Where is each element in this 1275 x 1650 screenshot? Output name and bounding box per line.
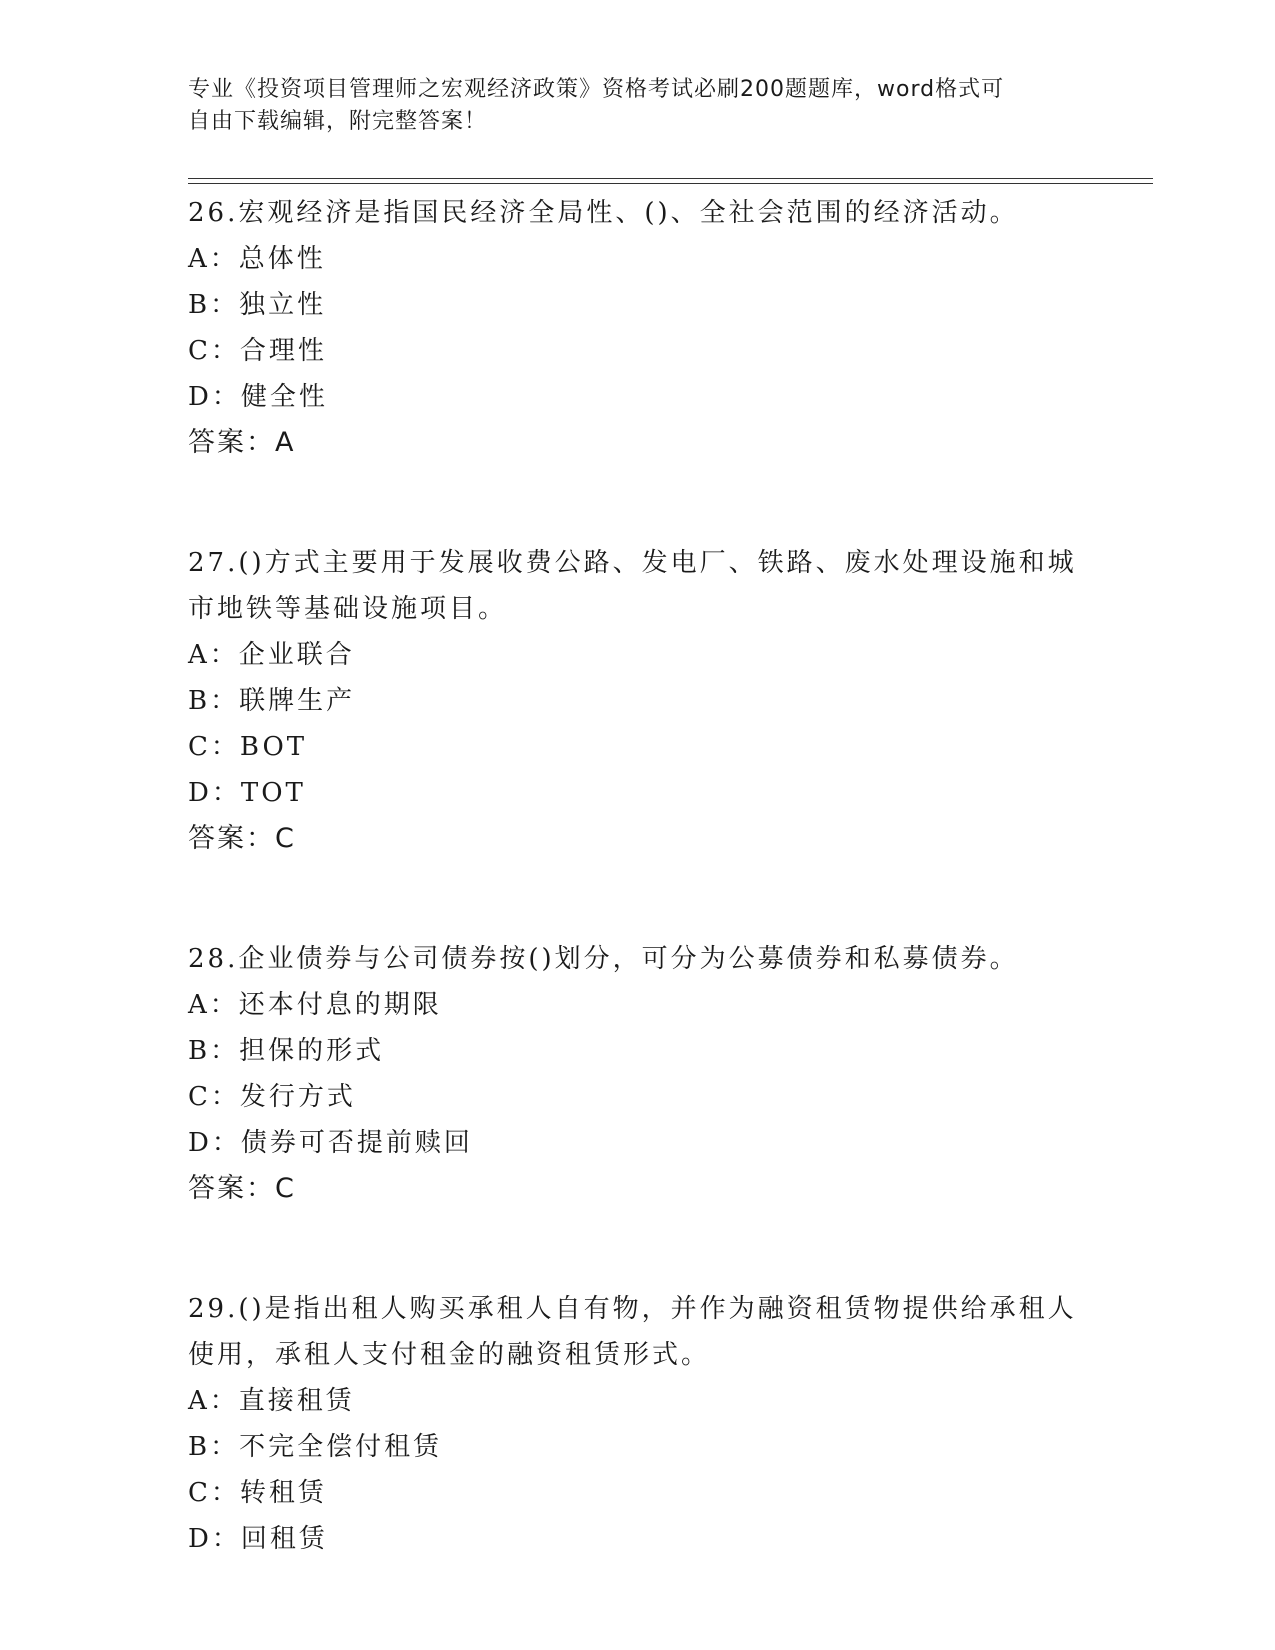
question-27 — [188, 540, 1088, 862]
question-list — [188, 190, 1088, 1562]
question-26 — [188, 190, 1088, 466]
question-stem-line-1: 27.()方式主要用于发展收费公路、发电厂、铁路、废水处理设施和城 — [188, 548, 1077, 578]
option-d: D：债券可否提前赎回 — [188, 1128, 473, 1158]
option-b: B：担保的形式 — [188, 1036, 385, 1066]
answer-line: 答案：A — [188, 427, 296, 458]
option-c: C：BOT — [188, 732, 308, 762]
option-b: B：独立性 — [188, 290, 327, 320]
option-a: A：直接租赁 — [188, 1386, 355, 1416]
option-d: D：回租赁 — [188, 1524, 328, 1554]
option-b: B：不完全偿付租赁 — [188, 1432, 443, 1462]
option-c: C：转租赁 — [188, 1478, 327, 1508]
question-stem-line-2: 市地铁等基础设施项目。 — [188, 594, 508, 624]
option-a: A：还本付息的期限 — [188, 990, 442, 1020]
header-divider-bottom — [188, 183, 1153, 184]
option-a: A：企业联合 — [188, 640, 355, 670]
header-divider-top — [188, 178, 1153, 179]
option-c: C：合理性 — [188, 336, 327, 366]
question-stem-line-1: 29.()是指出租人购买承租人自有物，并作为融资租赁物提供给承租人 — [188, 1294, 1077, 1324]
question-stem: 28.企业债券与公司债券按()划分，可分为公募债券和私募债券。 — [188, 944, 1019, 974]
header-line-1: 专业《投资项目管理师之宏观经济政策》资格考试必刷200题题库，word格式可 — [188, 77, 1005, 102]
option-c: C：发行方式 — [188, 1082, 356, 1112]
option-d: D：TOT — [188, 778, 306, 808]
option-a: A：总体性 — [188, 244, 326, 274]
option-b: B：联牌生产 — [188, 686, 356, 716]
question-28 — [188, 936, 1088, 1212]
header-line-2: 自由下载编辑，附完整答案！ — [188, 109, 488, 134]
answer-line: 答案：C — [188, 1173, 296, 1204]
option-d: D：健全性 — [188, 382, 328, 412]
answer-line: 答案：C — [188, 823, 296, 854]
question-29 — [188, 1286, 1088, 1562]
question-stem-line-2: 使用，承租人支付租金的融资租赁形式。 — [188, 1340, 711, 1370]
question-stem: 26.宏观经济是指国民经济全局性、()、全社会范围的经济活动。 — [188, 198, 1019, 228]
document-header — [188, 74, 1088, 138]
